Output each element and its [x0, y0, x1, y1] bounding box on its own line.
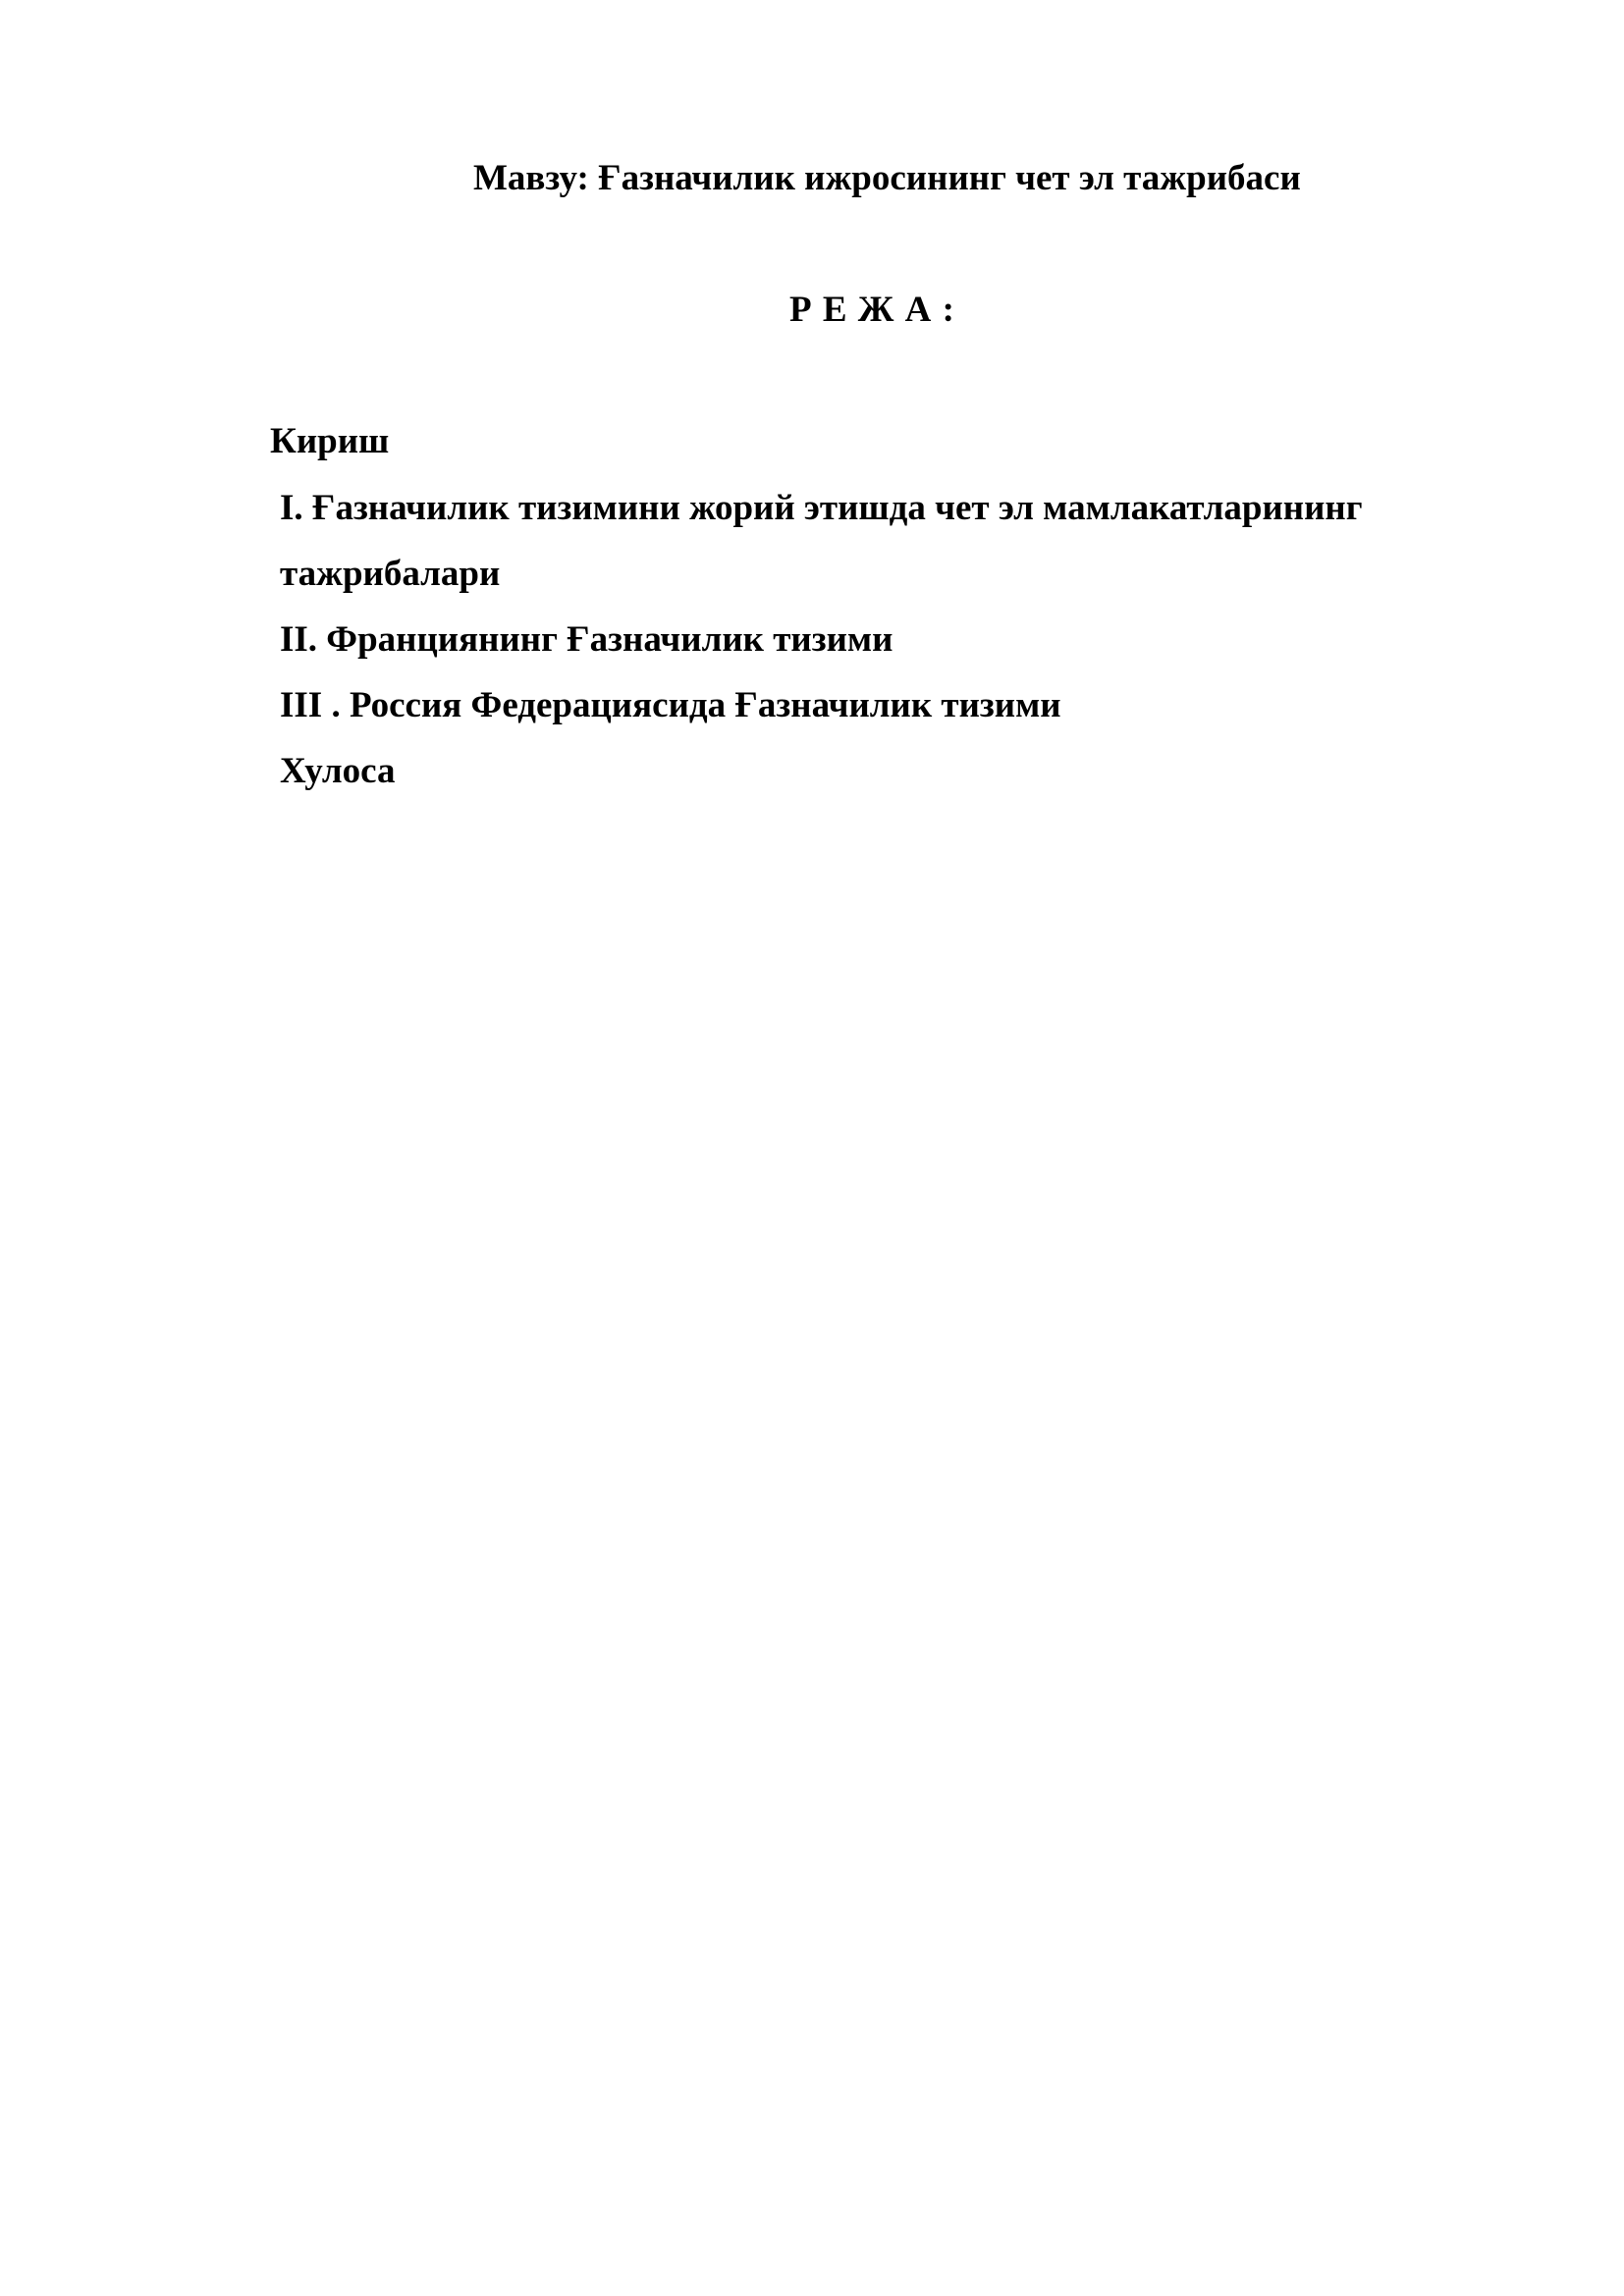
plan-item-1-continuation: тажрибалари — [280, 554, 501, 594]
plan-item-introduction: Кириш — [270, 421, 390, 461]
plan-item-1: I. Ғазначилик тизимини жорий этишда чет эл мамлакатларининг — [280, 488, 1363, 528]
plan-item-conclusion: Хулоса — [280, 751, 396, 791]
plan-item-2: II. Франциянинг Ғазначилик тизими — [280, 619, 893, 660]
plan-heading: Р Е Ж А : — [789, 290, 955, 330]
plan-item-3: III . Россия Федерациясида Ғазначилик тизими — [280, 685, 1061, 725]
document-title: Мавзу: Ғазначилик ижросининг чет эл тажрибаси — [473, 158, 1301, 198]
